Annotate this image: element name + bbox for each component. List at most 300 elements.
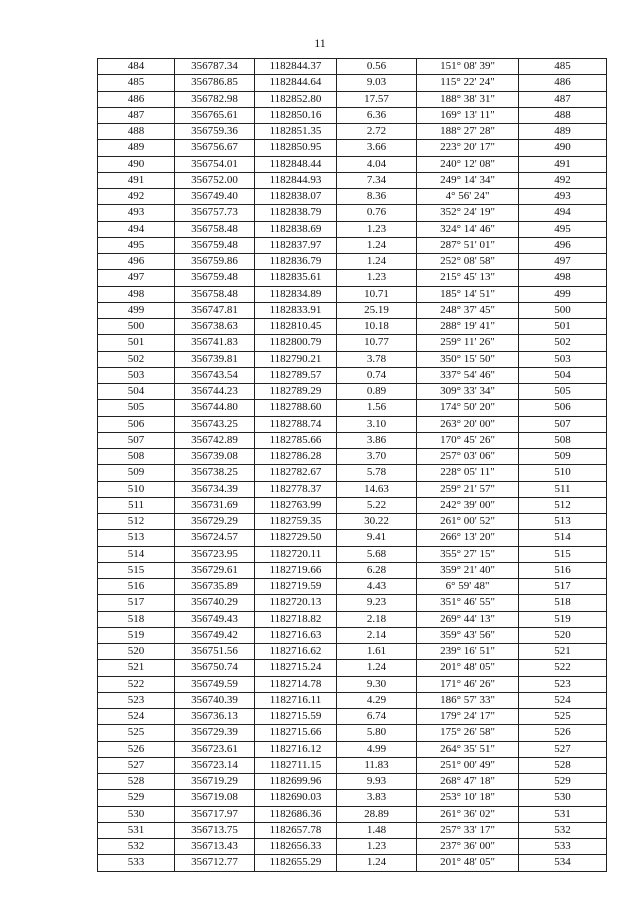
y-coordinate-cell: 1182844.64 bbox=[255, 75, 337, 91]
distance-cell: 3.78 bbox=[337, 351, 417, 367]
table-row bbox=[98, 822, 607, 838]
point-to-cell: 495 bbox=[519, 221, 607, 237]
x-coordinate-cell: 356757.73 bbox=[175, 205, 255, 221]
y-coordinate-cell: 1182715.24 bbox=[255, 660, 337, 676]
y-coordinate-cell: 1182838.07 bbox=[255, 189, 337, 205]
x-coordinate-cell: 356782.98 bbox=[175, 91, 255, 107]
bearing-cell: 240° 12' 08" bbox=[417, 156, 519, 172]
point-from-cell: 486 bbox=[98, 91, 175, 107]
distance-cell: 14.63 bbox=[337, 481, 417, 497]
y-coordinate-cell: 1182778.37 bbox=[255, 481, 337, 497]
table-row bbox=[98, 660, 607, 676]
bearing-cell: 263° 20' 00" bbox=[417, 416, 519, 432]
distance-cell: 5.80 bbox=[337, 725, 417, 741]
point-to-cell: 512 bbox=[519, 497, 607, 513]
x-coordinate-cell: 356759.36 bbox=[175, 124, 255, 140]
point-to-cell: 524 bbox=[519, 692, 607, 708]
y-coordinate-cell: 1182715.66 bbox=[255, 725, 337, 741]
point-to-cell: 515 bbox=[519, 546, 607, 562]
y-coordinate-cell: 1182656.33 bbox=[255, 839, 337, 855]
bearing-cell: 242° 39' 00" bbox=[417, 497, 519, 513]
bearing-cell: 261° 36' 02" bbox=[417, 806, 519, 822]
x-coordinate-cell: 356743.25 bbox=[175, 416, 255, 432]
table-row bbox=[98, 806, 607, 822]
x-coordinate-cell: 356744.80 bbox=[175, 400, 255, 416]
point-from-cell: 527 bbox=[98, 757, 175, 773]
bearing-cell: 359° 43' 56" bbox=[417, 627, 519, 643]
point-from-cell: 510 bbox=[98, 481, 175, 497]
x-coordinate-cell: 356738.63 bbox=[175, 319, 255, 335]
table-row bbox=[98, 627, 607, 643]
point-from-cell: 532 bbox=[98, 839, 175, 855]
distance-cell: 1.24 bbox=[337, 254, 417, 270]
distance-cell: 9.41 bbox=[337, 530, 417, 546]
distance-cell: 1.24 bbox=[337, 855, 417, 871]
x-coordinate-cell: 356735.89 bbox=[175, 579, 255, 595]
table-row bbox=[98, 205, 607, 221]
point-from-cell: 503 bbox=[98, 367, 175, 383]
table-row bbox=[98, 514, 607, 530]
point-to-cell: 514 bbox=[519, 530, 607, 546]
distance-cell: 25.19 bbox=[337, 302, 417, 318]
point-to-cell: 518 bbox=[519, 595, 607, 611]
distance-cell: 1.24 bbox=[337, 237, 417, 253]
table-row bbox=[98, 562, 607, 578]
y-coordinate-cell: 1182729.50 bbox=[255, 530, 337, 546]
point-to-cell: 527 bbox=[519, 741, 607, 757]
bearing-cell: 324° 14' 46" bbox=[417, 221, 519, 237]
distance-cell: 10.71 bbox=[337, 286, 417, 302]
point-from-cell: 493 bbox=[98, 205, 175, 221]
point-to-cell: 501 bbox=[519, 319, 607, 335]
table-row bbox=[98, 611, 607, 627]
x-coordinate-cell: 356758.48 bbox=[175, 286, 255, 302]
bearing-cell: 186° 57' 33" bbox=[417, 692, 519, 708]
point-to-cell: 498 bbox=[519, 270, 607, 286]
y-coordinate-cell: 1182715.59 bbox=[255, 709, 337, 725]
x-coordinate-cell: 356759.48 bbox=[175, 270, 255, 286]
y-coordinate-cell: 1182655.29 bbox=[255, 855, 337, 871]
x-coordinate-cell: 356786.85 bbox=[175, 75, 255, 91]
distance-cell: 11.83 bbox=[337, 757, 417, 773]
point-from-cell: 508 bbox=[98, 449, 175, 465]
y-coordinate-cell: 1182716.63 bbox=[255, 627, 337, 643]
point-from-cell: 533 bbox=[98, 855, 175, 871]
bearing-cell: 268° 47' 18" bbox=[417, 774, 519, 790]
distance-cell: 6.28 bbox=[337, 562, 417, 578]
bearing-cell: 352° 24' 19" bbox=[417, 205, 519, 221]
x-coordinate-cell: 356739.08 bbox=[175, 449, 255, 465]
table-row bbox=[98, 725, 607, 741]
y-coordinate-cell: 1182716.12 bbox=[255, 741, 337, 757]
distance-cell: 8.36 bbox=[337, 189, 417, 205]
point-to-cell: 490 bbox=[519, 140, 607, 156]
x-coordinate-cell: 356723.14 bbox=[175, 757, 255, 773]
bearing-cell: 309° 33' 34" bbox=[417, 384, 519, 400]
x-coordinate-cell: 356742.89 bbox=[175, 432, 255, 448]
table-row bbox=[98, 839, 607, 855]
table-row bbox=[98, 595, 607, 611]
distance-cell: 7.34 bbox=[337, 172, 417, 188]
point-to-cell: 534 bbox=[519, 855, 607, 871]
table-row bbox=[98, 156, 607, 172]
x-coordinate-cell: 356729.61 bbox=[175, 562, 255, 578]
bearing-cell: 115° 22' 24" bbox=[417, 75, 519, 91]
x-coordinate-cell: 356747.81 bbox=[175, 302, 255, 318]
distance-cell: 5.22 bbox=[337, 497, 417, 513]
y-coordinate-cell: 1182716.11 bbox=[255, 692, 337, 708]
distance-cell: 4.04 bbox=[337, 156, 417, 172]
x-coordinate-cell: 356752.00 bbox=[175, 172, 255, 188]
distance-cell: 1.61 bbox=[337, 644, 417, 660]
bearing-cell: 201° 48' 05" bbox=[417, 660, 519, 676]
y-coordinate-cell: 1182782.67 bbox=[255, 465, 337, 481]
point-from-cell: 513 bbox=[98, 530, 175, 546]
distance-cell: 6.74 bbox=[337, 709, 417, 725]
y-coordinate-cell: 1182716.62 bbox=[255, 644, 337, 660]
point-from-cell: 524 bbox=[98, 709, 175, 725]
distance-cell: 10.77 bbox=[337, 335, 417, 351]
point-to-cell: 486 bbox=[519, 75, 607, 91]
y-coordinate-cell: 1182838.79 bbox=[255, 205, 337, 221]
point-from-cell: 489 bbox=[98, 140, 175, 156]
bearing-cell: 259° 11' 26" bbox=[417, 335, 519, 351]
x-coordinate-cell: 356719.08 bbox=[175, 790, 255, 806]
point-from-cell: 531 bbox=[98, 822, 175, 838]
y-coordinate-cell: 1182686.36 bbox=[255, 806, 337, 822]
y-coordinate-cell: 1182844.37 bbox=[255, 59, 337, 75]
distance-cell: 1.48 bbox=[337, 822, 417, 838]
y-coordinate-cell: 1182714.78 bbox=[255, 676, 337, 692]
point-from-cell: 529 bbox=[98, 790, 175, 806]
table-row bbox=[98, 351, 607, 367]
point-to-cell: 521 bbox=[519, 644, 607, 660]
point-from-cell: 509 bbox=[98, 465, 175, 481]
x-coordinate-cell: 356787.34 bbox=[175, 59, 255, 75]
point-to-cell: 531 bbox=[519, 806, 607, 822]
bearing-cell: 175° 26' 58" bbox=[417, 725, 519, 741]
point-from-cell: 515 bbox=[98, 562, 175, 578]
bearing-cell: 287° 51' 01" bbox=[417, 237, 519, 253]
point-from-cell: 523 bbox=[98, 692, 175, 708]
point-to-cell: 520 bbox=[519, 627, 607, 643]
point-from-cell: 518 bbox=[98, 611, 175, 627]
table-row bbox=[98, 400, 607, 416]
distance-cell: 5.78 bbox=[337, 465, 417, 481]
table-row bbox=[98, 855, 607, 871]
distance-cell: 2.14 bbox=[337, 627, 417, 643]
point-to-cell: 505 bbox=[519, 384, 607, 400]
point-to-cell: 507 bbox=[519, 416, 607, 432]
point-to-cell: 504 bbox=[519, 367, 607, 383]
point-from-cell: 517 bbox=[98, 595, 175, 611]
x-coordinate-cell: 356759.86 bbox=[175, 254, 255, 270]
bearing-cell: 170° 45' 26" bbox=[417, 432, 519, 448]
page-number: 11 bbox=[314, 36, 326, 50]
distance-cell: 4.29 bbox=[337, 692, 417, 708]
x-coordinate-cell: 356765.61 bbox=[175, 107, 255, 123]
coordinates-table bbox=[97, 58, 607, 872]
x-coordinate-cell: 356750.74 bbox=[175, 660, 255, 676]
bearing-cell: 248° 37' 45" bbox=[417, 302, 519, 318]
distance-cell: 0.89 bbox=[337, 384, 417, 400]
bearing-cell: 288° 19' 41" bbox=[417, 319, 519, 335]
point-to-cell: 533 bbox=[519, 839, 607, 855]
point-to-cell: 528 bbox=[519, 757, 607, 773]
bearing-cell: 257° 33' 17" bbox=[417, 822, 519, 838]
table-row bbox=[98, 140, 607, 156]
point-to-cell: 487 bbox=[519, 91, 607, 107]
table-row bbox=[98, 367, 607, 383]
y-coordinate-cell: 1182848.44 bbox=[255, 156, 337, 172]
point-to-cell: 497 bbox=[519, 254, 607, 270]
x-coordinate-cell: 356717.97 bbox=[175, 806, 255, 822]
point-to-cell: 485 bbox=[519, 59, 607, 75]
distance-cell: 1.56 bbox=[337, 400, 417, 416]
bearing-cell: 174° 50' 20" bbox=[417, 400, 519, 416]
table-row bbox=[98, 172, 607, 188]
point-to-cell: 488 bbox=[519, 107, 607, 123]
point-from-cell: 505 bbox=[98, 400, 175, 416]
table-row bbox=[98, 497, 607, 513]
x-coordinate-cell: 356740.39 bbox=[175, 692, 255, 708]
y-coordinate-cell: 1182788.60 bbox=[255, 400, 337, 416]
table-row bbox=[98, 741, 607, 757]
y-coordinate-cell: 1182786.28 bbox=[255, 449, 337, 465]
bearing-cell: 359° 21' 40" bbox=[417, 562, 519, 578]
table-row bbox=[98, 644, 607, 660]
point-to-cell: 508 bbox=[519, 432, 607, 448]
bearing-cell: 253° 10' 18" bbox=[417, 790, 519, 806]
point-from-cell: 521 bbox=[98, 660, 175, 676]
point-to-cell: 519 bbox=[519, 611, 607, 627]
point-from-cell: 491 bbox=[98, 172, 175, 188]
table-row bbox=[98, 774, 607, 790]
y-coordinate-cell: 1182852.80 bbox=[255, 91, 337, 107]
bearing-cell: 169° 13' 11" bbox=[417, 107, 519, 123]
distance-cell: 17.57 bbox=[337, 91, 417, 107]
point-from-cell: 528 bbox=[98, 774, 175, 790]
point-from-cell: 492 bbox=[98, 189, 175, 205]
point-to-cell: 525 bbox=[519, 709, 607, 725]
y-coordinate-cell: 1182790.21 bbox=[255, 351, 337, 367]
bearing-cell: 215° 45' 13" bbox=[417, 270, 519, 286]
x-coordinate-cell: 356749.43 bbox=[175, 611, 255, 627]
distance-cell: 9.03 bbox=[337, 75, 417, 91]
y-coordinate-cell: 1182835.61 bbox=[255, 270, 337, 286]
point-to-cell: 493 bbox=[519, 189, 607, 205]
y-coordinate-cell: 1182699.96 bbox=[255, 774, 337, 790]
bearing-cell: 188° 38' 31" bbox=[417, 91, 519, 107]
x-coordinate-cell: 356723.61 bbox=[175, 741, 255, 757]
distance-cell: 5.68 bbox=[337, 546, 417, 562]
point-from-cell: 519 bbox=[98, 627, 175, 643]
point-from-cell: 511 bbox=[98, 497, 175, 513]
point-to-cell: 509 bbox=[519, 449, 607, 465]
bearing-cell: 185° 14' 51" bbox=[417, 286, 519, 302]
point-to-cell: 489 bbox=[519, 124, 607, 140]
y-coordinate-cell: 1182788.74 bbox=[255, 416, 337, 432]
x-coordinate-cell: 356751.56 bbox=[175, 644, 255, 660]
distance-cell: 1.23 bbox=[337, 221, 417, 237]
x-coordinate-cell: 356739.81 bbox=[175, 351, 255, 367]
distance-cell: 3.66 bbox=[337, 140, 417, 156]
table-row bbox=[98, 302, 607, 318]
point-from-cell: 494 bbox=[98, 221, 175, 237]
point-to-cell: 506 bbox=[519, 400, 607, 416]
distance-cell: 3.10 bbox=[337, 416, 417, 432]
point-from-cell: 485 bbox=[98, 75, 175, 91]
bearing-cell: 257° 03' 06" bbox=[417, 449, 519, 465]
point-to-cell: 532 bbox=[519, 822, 607, 838]
y-coordinate-cell: 1182763.99 bbox=[255, 497, 337, 513]
point-to-cell: 530 bbox=[519, 790, 607, 806]
point-to-cell: 510 bbox=[519, 465, 607, 481]
x-coordinate-cell: 356756.67 bbox=[175, 140, 255, 156]
point-from-cell: 499 bbox=[98, 302, 175, 318]
y-coordinate-cell: 1182720.13 bbox=[255, 595, 337, 611]
x-coordinate-cell: 356754.01 bbox=[175, 156, 255, 172]
distance-cell: 3.70 bbox=[337, 449, 417, 465]
point-to-cell: 496 bbox=[519, 237, 607, 253]
table-row bbox=[98, 384, 607, 400]
point-from-cell: 504 bbox=[98, 384, 175, 400]
table-row bbox=[98, 107, 607, 123]
point-to-cell: 529 bbox=[519, 774, 607, 790]
x-coordinate-cell: 356738.25 bbox=[175, 465, 255, 481]
bearing-cell: 266° 13' 20" bbox=[417, 530, 519, 546]
table-row bbox=[98, 465, 607, 481]
y-coordinate-cell: 1182789.29 bbox=[255, 384, 337, 400]
distance-cell: 28.89 bbox=[337, 806, 417, 822]
bearing-cell: 237° 36' 00" bbox=[417, 839, 519, 855]
x-coordinate-cell: 356758.48 bbox=[175, 221, 255, 237]
y-coordinate-cell: 1182836.79 bbox=[255, 254, 337, 270]
table-row bbox=[98, 75, 607, 91]
bearing-cell: 252° 08' 58" bbox=[417, 254, 519, 270]
x-coordinate-cell: 356713.75 bbox=[175, 822, 255, 838]
table-row bbox=[98, 254, 607, 270]
point-from-cell: 501 bbox=[98, 335, 175, 351]
point-to-cell: 517 bbox=[519, 579, 607, 595]
table-row bbox=[98, 790, 607, 806]
x-coordinate-cell: 356736.13 bbox=[175, 709, 255, 725]
bearing-cell: 249° 14' 34" bbox=[417, 172, 519, 188]
table-body bbox=[98, 59, 607, 872]
y-coordinate-cell: 1182850.95 bbox=[255, 140, 337, 156]
table-row bbox=[98, 237, 607, 253]
distance-cell: 9.23 bbox=[337, 595, 417, 611]
y-coordinate-cell: 1182810.45 bbox=[255, 319, 337, 335]
table-row bbox=[98, 416, 607, 432]
point-to-cell: 494 bbox=[519, 205, 607, 221]
point-to-cell: 502 bbox=[519, 335, 607, 351]
point-from-cell: 496 bbox=[98, 254, 175, 270]
table-row bbox=[98, 757, 607, 773]
table-row bbox=[98, 692, 607, 708]
x-coordinate-cell: 356713.43 bbox=[175, 839, 255, 855]
point-from-cell: 500 bbox=[98, 319, 175, 335]
table-row bbox=[98, 91, 607, 107]
point-from-cell: 498 bbox=[98, 286, 175, 302]
point-from-cell: 507 bbox=[98, 432, 175, 448]
x-coordinate-cell: 356729.29 bbox=[175, 514, 255, 530]
x-coordinate-cell: 356744.23 bbox=[175, 384, 255, 400]
point-to-cell: 516 bbox=[519, 562, 607, 578]
distance-cell: 6.36 bbox=[337, 107, 417, 123]
distance-cell: 4.99 bbox=[337, 741, 417, 757]
table-row bbox=[98, 221, 607, 237]
bearing-cell: 4° 56' 24" bbox=[417, 189, 519, 205]
table-row bbox=[98, 709, 607, 725]
distance-cell: 10.18 bbox=[337, 319, 417, 335]
point-to-cell: 513 bbox=[519, 514, 607, 530]
y-coordinate-cell: 1182711.15 bbox=[255, 757, 337, 773]
y-coordinate-cell: 1182834.89 bbox=[255, 286, 337, 302]
point-from-cell: 495 bbox=[98, 237, 175, 253]
point-from-cell: 490 bbox=[98, 156, 175, 172]
x-coordinate-cell: 356719.29 bbox=[175, 774, 255, 790]
table-row bbox=[98, 449, 607, 465]
x-coordinate-cell: 356731.69 bbox=[175, 497, 255, 513]
point-to-cell: 526 bbox=[519, 725, 607, 741]
distance-cell: 0.56 bbox=[337, 59, 417, 75]
bearing-cell: 355° 27' 15" bbox=[417, 546, 519, 562]
point-from-cell: 526 bbox=[98, 741, 175, 757]
distance-cell: 4.43 bbox=[337, 579, 417, 595]
point-from-cell: 497 bbox=[98, 270, 175, 286]
y-coordinate-cell: 1182690.03 bbox=[255, 790, 337, 806]
y-coordinate-cell: 1182759.35 bbox=[255, 514, 337, 530]
point-from-cell: 502 bbox=[98, 351, 175, 367]
table-row bbox=[98, 59, 607, 75]
bearing-cell: 179° 24' 17" bbox=[417, 709, 519, 725]
bearing-cell: 350° 15' 50" bbox=[417, 351, 519, 367]
bearing-cell: 171° 46' 26" bbox=[417, 676, 519, 692]
bearing-cell: 228° 05' 11" bbox=[417, 465, 519, 481]
bearing-cell: 259° 21' 57" bbox=[417, 481, 519, 497]
distance-cell: 9.93 bbox=[337, 774, 417, 790]
point-from-cell: 487 bbox=[98, 107, 175, 123]
x-coordinate-cell: 356749.40 bbox=[175, 189, 255, 205]
bearing-cell: 239° 16' 51" bbox=[417, 644, 519, 660]
distance-cell: 30.22 bbox=[337, 514, 417, 530]
point-from-cell: 506 bbox=[98, 416, 175, 432]
point-from-cell: 484 bbox=[98, 59, 175, 75]
bearing-cell: 251° 00' 49" bbox=[417, 757, 519, 773]
point-to-cell: 491 bbox=[519, 156, 607, 172]
y-coordinate-cell: 1182718.82 bbox=[255, 611, 337, 627]
distance-cell: 1.24 bbox=[337, 660, 417, 676]
table-row bbox=[98, 481, 607, 497]
x-coordinate-cell: 356759.48 bbox=[175, 237, 255, 253]
table-row bbox=[98, 546, 607, 562]
x-coordinate-cell: 356749.59 bbox=[175, 676, 255, 692]
point-from-cell: 520 bbox=[98, 644, 175, 660]
table-row bbox=[98, 335, 607, 351]
x-coordinate-cell: 356729.39 bbox=[175, 725, 255, 741]
point-to-cell: 499 bbox=[519, 286, 607, 302]
bearing-cell: 201° 48' 05" bbox=[417, 855, 519, 871]
bearing-cell: 351° 46' 55" bbox=[417, 595, 519, 611]
point-to-cell: 500 bbox=[519, 302, 607, 318]
x-coordinate-cell: 356749.42 bbox=[175, 627, 255, 643]
bearing-cell: 151° 08' 39" bbox=[417, 59, 519, 75]
distance-cell: 0.76 bbox=[337, 205, 417, 221]
point-to-cell: 511 bbox=[519, 481, 607, 497]
bearing-cell: 6° 59' 48" bbox=[417, 579, 519, 595]
table-row bbox=[98, 579, 607, 595]
